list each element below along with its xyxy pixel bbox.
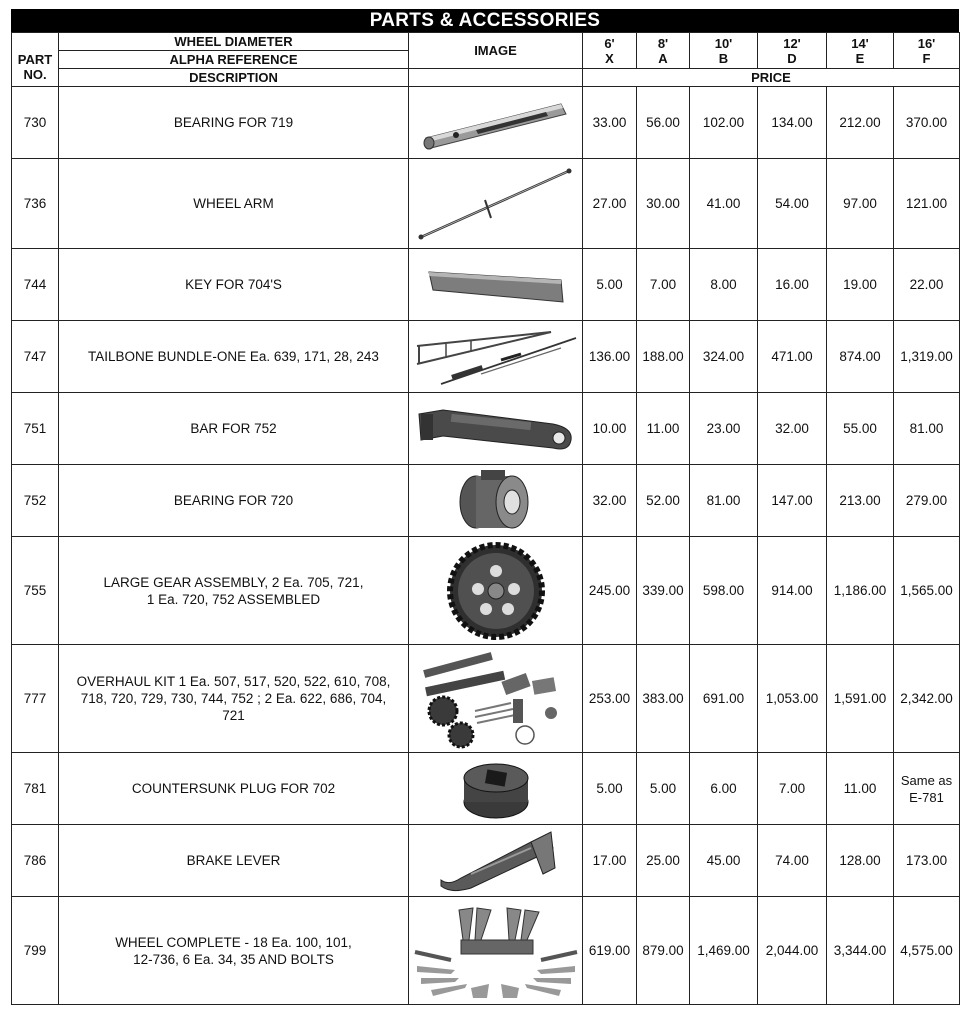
price-a: 7.00 — [637, 249, 690, 321]
cast-bar-icon — [413, 400, 578, 458]
price-e: 212.00 — [827, 87, 894, 159]
price-b: 8.00 — [690, 249, 758, 321]
price-a: 188.00 — [637, 321, 690, 393]
part-image — [409, 321, 583, 393]
table-row — [12, 87, 960, 159]
part-description: BAR FOR 752 — [59, 393, 409, 465]
price-b: 324.00 — [690, 321, 758, 393]
price-f: 2,342.00 — [894, 645, 960, 753]
price-d: 74.00 — [758, 825, 827, 897]
part-number: 781 — [12, 753, 59, 825]
price-f: 121.00 — [894, 159, 960, 249]
price-f: 4,575.00 — [894, 897, 960, 1005]
size-header-e: 14' E — [827, 33, 894, 69]
price-b: 45.00 — [690, 825, 758, 897]
overhaul-kit-icon — [413, 649, 578, 749]
table-row — [12, 537, 960, 645]
size-header-x: 6' X — [583, 33, 637, 69]
part-number: 786 — [12, 825, 59, 897]
wheel-complete-icon — [411, 900, 581, 1002]
price-d: 134.00 — [758, 87, 827, 159]
price-b: 81.00 — [690, 465, 758, 537]
image-header: IMAGE — [409, 33, 583, 69]
part-number: 747 — [12, 321, 59, 393]
bearing-shaft-icon — [416, 90, 576, 156]
price-f: 370.00 — [894, 87, 960, 159]
parts-table — [11, 32, 960, 1005]
price-e: 19.00 — [827, 249, 894, 321]
wheel-diameter-header: WHEEL DIAMETER — [59, 33, 409, 51]
price-d: 54.00 — [758, 159, 827, 249]
price-a: 5.00 — [637, 753, 690, 825]
part-description: LARGE GEAR ASSEMBLY, 2 Ea. 705, 721, 1 Ea. 720, 752 ASSEMBLED — [59, 537, 409, 645]
table-row — [12, 897, 960, 1005]
part-image — [409, 249, 583, 321]
part-description: BEARING FOR 719 — [59, 87, 409, 159]
price-f: 22.00 — [894, 249, 960, 321]
table-row — [12, 321, 960, 393]
price-e: 128.00 — [827, 825, 894, 897]
price-x: 10.00 — [583, 393, 637, 465]
price-a: 56.00 — [637, 87, 690, 159]
part-image — [409, 87, 583, 159]
part-image — [409, 537, 583, 645]
table-row — [12, 825, 960, 897]
size-header-a: 8' A — [637, 33, 690, 69]
size-header-b: 10' B — [690, 33, 758, 69]
table-row — [12, 159, 960, 249]
price-d: 2,044.00 — [758, 897, 827, 1005]
price-a: 879.00 — [637, 897, 690, 1005]
price-e: 1,591.00 — [827, 645, 894, 753]
price-d: 1,053.00 — [758, 645, 827, 753]
price-f: 173.00 — [894, 825, 960, 897]
price-f: 1,319.00 — [894, 321, 960, 393]
size-header-d: 12' D — [758, 33, 827, 69]
price-b: 598.00 — [690, 537, 758, 645]
part-description: OVERHAUL KIT 1 Ea. 507, 517, 520, 522, 610, 708, 718, 720, 729, 730, 744, 752 ; 2 Ea. 622, 686, 704, 721 — [59, 645, 409, 753]
price-x: 5.00 — [583, 249, 637, 321]
part-image — [409, 465, 583, 537]
price-d: 471.00 — [758, 321, 827, 393]
part-number: 799 — [12, 897, 59, 1005]
table-row — [12, 465, 960, 537]
price-x: 245.00 — [583, 537, 637, 645]
countersunk-plug-icon — [456, 756, 536, 822]
price-a: 383.00 — [637, 645, 690, 753]
price-x: 32.00 — [583, 465, 637, 537]
part-description: BEARING FOR 720 — [59, 465, 409, 537]
alpha-reference-header: ALPHA REFERENCE — [59, 51, 409, 69]
part-description: WHEEL ARM — [59, 159, 409, 249]
part-description: KEY FOR 704'S — [59, 249, 409, 321]
price-x: 5.00 — [583, 753, 637, 825]
parts-sheet — [11, 9, 959, 1005]
part-number: 755 — [12, 537, 59, 645]
price-b: 691.00 — [690, 645, 758, 753]
part-description: BRAKE LEVER — [59, 825, 409, 897]
table-row — [12, 393, 960, 465]
part-number: 751 — [12, 393, 59, 465]
price-x: 17.00 — [583, 825, 637, 897]
page-title: PARTS & ACCESSORIES — [11, 9, 959, 32]
part-number: 736 — [12, 159, 59, 249]
price-f: 1,565.00 — [894, 537, 960, 645]
price-header: PRICE — [583, 69, 960, 87]
price-e: 213.00 — [827, 465, 894, 537]
part-image — [409, 897, 583, 1005]
part-image — [409, 645, 583, 753]
price-d: 32.00 — [758, 393, 827, 465]
price-d: 7.00 — [758, 753, 827, 825]
table-row — [12, 753, 960, 825]
price-a: 52.00 — [637, 465, 690, 537]
large-gear-icon — [436, 541, 556, 641]
brake-lever-icon — [431, 828, 561, 894]
price-f: Same as E-781 — [894, 753, 960, 825]
price-a: 25.00 — [637, 825, 690, 897]
price-e: 55.00 — [827, 393, 894, 465]
wheel-arm-rod-icon — [413, 162, 578, 246]
price-e: 97.00 — [827, 159, 894, 249]
description-header: DESCRIPTION — [59, 69, 409, 87]
price-f: 279.00 — [894, 465, 960, 537]
part-image — [409, 825, 583, 897]
price-d: 914.00 — [758, 537, 827, 645]
part-image — [409, 753, 583, 825]
image-header-blank — [409, 69, 583, 87]
part-description: COUNTERSUNK PLUG FOR 702 — [59, 753, 409, 825]
table-row — [12, 249, 960, 321]
size-header-f: 16' F — [894, 33, 960, 69]
price-e: 11.00 — [827, 753, 894, 825]
price-x: 33.00 — [583, 87, 637, 159]
tailbone-bundle-icon — [411, 324, 581, 390]
price-f: 81.00 — [894, 393, 960, 465]
price-b: 41.00 — [690, 159, 758, 249]
price-a: 11.00 — [637, 393, 690, 465]
price-e: 1,186.00 — [827, 537, 894, 645]
part-number: 777 — [12, 645, 59, 753]
price-e: 3,344.00 — [827, 897, 894, 1005]
part-description: WHEEL COMPLETE - 18 Ea. 100, 101, 12-736, 6 Ea. 34, 35 AND BOLTS — [59, 897, 409, 1005]
bearing-block-icon — [451, 468, 541, 534]
price-a: 339.00 — [637, 537, 690, 645]
price-b: 23.00 — [690, 393, 758, 465]
price-b: 102.00 — [690, 87, 758, 159]
price-x: 253.00 — [583, 645, 637, 753]
price-b: 1,469.00 — [690, 897, 758, 1005]
price-b: 6.00 — [690, 753, 758, 825]
part-number: 752 — [12, 465, 59, 537]
price-d: 16.00 — [758, 249, 827, 321]
price-x: 136.00 — [583, 321, 637, 393]
part-number: 744 — [12, 249, 59, 321]
price-x: 619.00 — [583, 897, 637, 1005]
price-a: 30.00 — [637, 159, 690, 249]
key-bar-icon — [421, 260, 571, 310]
part-image — [409, 393, 583, 465]
part-description: TAILBONE BUNDLE-ONE Ea. 639, 171, 28, 243 — [59, 321, 409, 393]
part-number: 730 — [12, 87, 59, 159]
price-d: 147.00 — [758, 465, 827, 537]
table-row — [12, 645, 960, 753]
price-e: 874.00 — [827, 321, 894, 393]
part-image — [409, 159, 583, 249]
price-x: 27.00 — [583, 159, 637, 249]
part-no-header: PART NO. — [12, 33, 59, 87]
